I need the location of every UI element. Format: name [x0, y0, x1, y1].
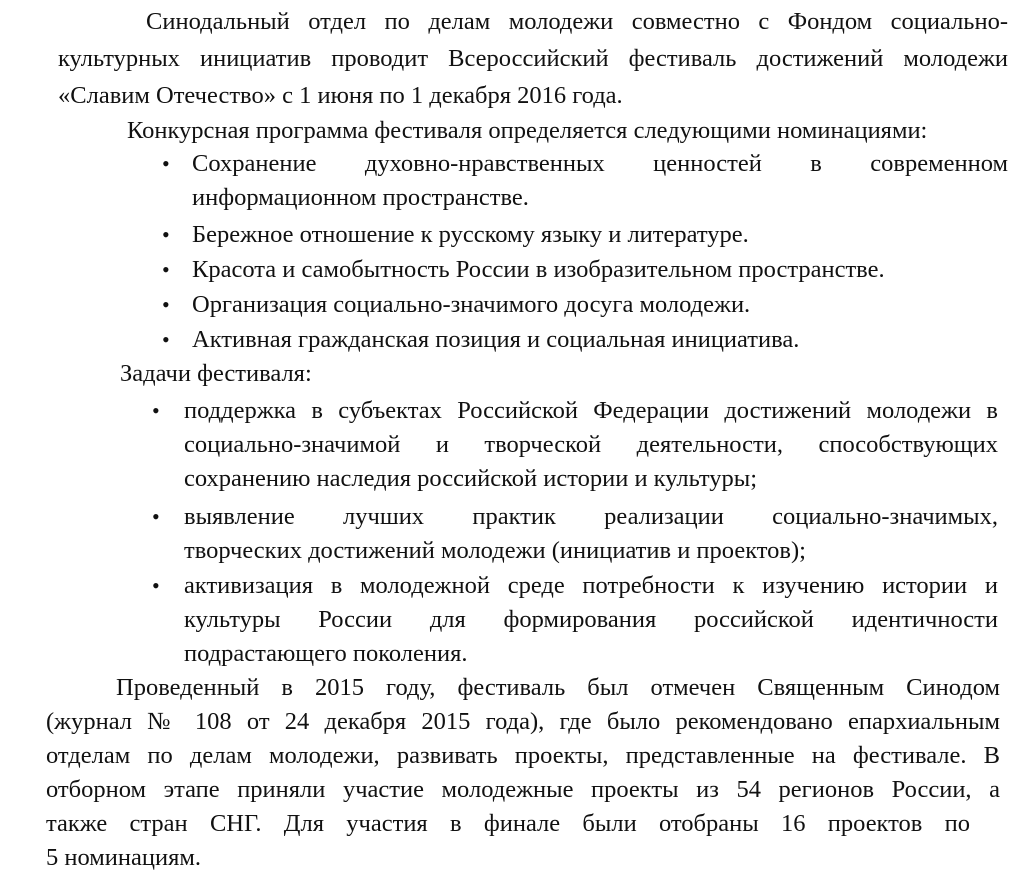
section-heading: Задачи фестиваля:	[120, 360, 312, 387]
text-line: Красота и самобытность России в изобразительном пространстве.	[192, 256, 885, 283]
text-line: Синодальный отдел по делам молодежи совместно с Фондом социально-	[146, 8, 1008, 35]
text-line: также стран СНГ. Для участия в финале были отобраны 16 проектов по	[46, 810, 970, 837]
bullet-icon: •	[162, 327, 170, 352]
text-line: активизация в молодежной среде потребности к изучению истории и	[184, 572, 998, 599]
text-line: подрастающего поколения.	[184, 640, 468, 667]
text-line: сохранению наследия российской истории и культуры;	[184, 465, 758, 492]
bullet-icon: •	[162, 257, 170, 282]
text-line: творческих достижений молодежи (инициатив и проектов);	[184, 537, 806, 564]
text-line: Сохранение духовно-нравственных ценностей в современном	[192, 150, 1008, 177]
text-line: культурных инициатив проводит Всероссийский фестиваль достижений молодежи	[58, 45, 1008, 72]
text-line: «Славим Отечество» с 1 июня по 1 декабря 2016 года.	[58, 82, 623, 109]
text-line: отборном этапе приняли участие молодежные проекты из 54 регионов России, а	[46, 776, 1000, 803]
bullet-icon: •	[162, 222, 170, 247]
text-line: Бережное отношение к русскому языку и литературе.	[192, 221, 749, 248]
text-line: Проведенный в 2015 году, фестиваль был отмечен Священным Синодом	[116, 674, 1000, 701]
text-line: Организация социально-значимого досуга молодежи.	[192, 291, 751, 318]
text-line: информационном пространстве.	[192, 184, 529, 211]
bullet-icon: •	[152, 398, 160, 423]
bullet-icon: •	[162, 151, 170, 176]
text-line: культуры России для формирования российской идентичности	[184, 606, 998, 633]
text-line: (журнал № 108 от 24 декабря 2015 года), где было рекомендовано епархиальным	[46, 708, 1000, 735]
section-heading: Конкурсная программа фестиваля определяется следующими номинациями:	[127, 117, 928, 144]
text-line: поддержка в субъектах Российской Федерации достижений молодежи в	[184, 397, 998, 424]
text-line: отделам по делам молодежи, развивать проекты, представленные на фестивале. В	[46, 742, 1000, 769]
text-line: Активная гражданская позиция и социальная инициатива.	[192, 326, 800, 353]
bullet-icon: •	[152, 504, 160, 529]
bullet-icon: •	[162, 292, 170, 317]
text-line: 5 номинациям.	[46, 844, 201, 871]
bullet-icon: •	[152, 573, 160, 598]
text-line: социально-значимой и творческой деятельности, способствующих	[184, 431, 998, 458]
text-line: выявление лучших практик реализации социально-значимых,	[184, 503, 998, 530]
